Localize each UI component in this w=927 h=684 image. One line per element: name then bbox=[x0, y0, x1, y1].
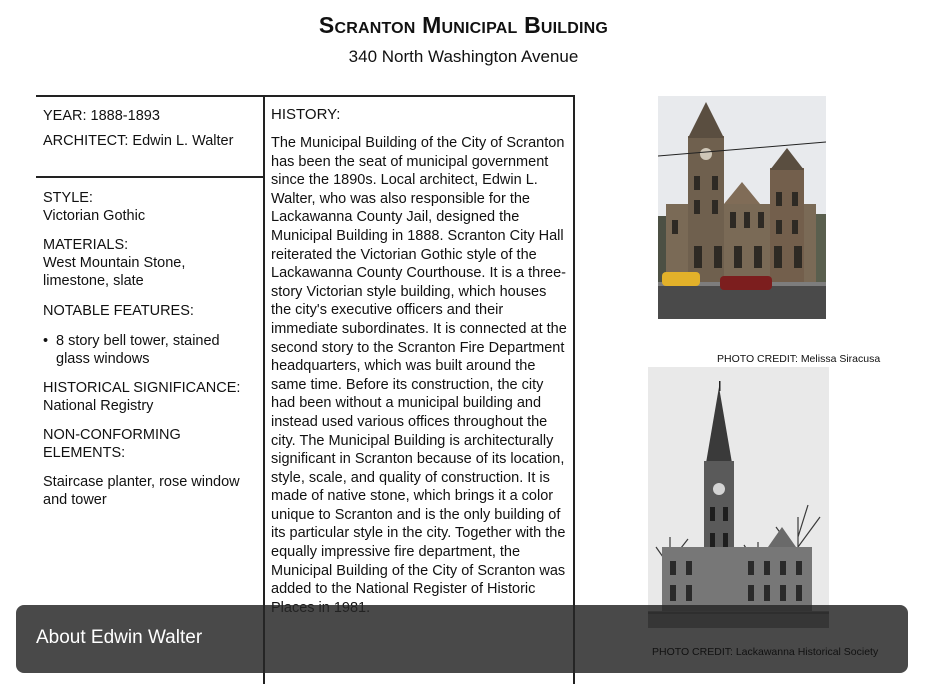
materials-value: West Mountain Stone, limestone, slate bbox=[43, 255, 186, 289]
about-banner-label[interactable]: About Edwin Walter bbox=[36, 627, 203, 648]
features-list-item bbox=[43, 332, 263, 368]
facts-list bbox=[43, 189, 263, 509]
style-label: STYLE: bbox=[43, 190, 93, 206]
history-label: HISTORY: bbox=[271, 106, 341, 123]
page-title: Scranton Municipal Building bbox=[318, 12, 609, 38]
materials-label: MATERIALS: bbox=[43, 237, 129, 253]
city-hall-color-photo bbox=[658, 96, 826, 319]
address-subtitle: 340 North Washington Avenue bbox=[348, 47, 579, 66]
color-photo-credit: PHOTO CREDIT: Melissa Siracusa bbox=[717, 353, 881, 365]
year-field: YEAR: 1888-1893 bbox=[43, 108, 160, 124]
significance-label: HISTORICAL SIGNIFICANCE: bbox=[43, 380, 241, 396]
features-value: 8 story bell tower, stained glass windows bbox=[56, 333, 220, 367]
features-label: NOTABLE FEATURES: bbox=[43, 303, 194, 319]
architect-field: ARCHITECT: Edwin L. Walter bbox=[43, 133, 234, 149]
nonconforming-label: NON-CONFORMING ELEMENTS: bbox=[43, 427, 181, 461]
history-text: The Municipal Building of the City of Scranton has been the seat of municipal government since the 1890s. Local architect, Edwin L. Walter, who was also responsible for the Lackawanna County Jail, designed the Municipal Building in 1888. Scranton City Hall reiterated the Victorian Gothic style of the Lackawanna County Courthouse. It is a three-story Victorian style building, which houses the city's executive officers and their immediate subordinates. It is connected at the second story to the Scranton Fire Department headquarters, which was built around the same time. Before its construction, the city had been without a municipal building and instead used various offices throughout the city. The Municipal Building is architecturally significant in Scranton because of its location, style, scale, and quality of construction. It is made of native stone, which brings it a color unique to Scranton and is the only building of its particular style in the city. Together with the equally impressive fire department, the Municipal Building of the City of Scranton was added to the National Register of Historic bbox=[271, 135, 567, 598]
city-hall-historic-photo bbox=[648, 367, 829, 628]
left-section-divider bbox=[36, 176, 264, 178]
bullet-icon: • bbox=[43, 333, 49, 349]
historic-photo-credit: PHOTO CREDIT: Lackawanna Historical Society bbox=[652, 646, 879, 658]
right-border bbox=[573, 95, 575, 684]
table-top-rule bbox=[36, 95, 574, 97]
nonconforming-value: Staircase planter, rose window and tower bbox=[43, 474, 240, 508]
significance-value: National Registry bbox=[43, 398, 154, 414]
style-value: Victorian Gothic bbox=[43, 208, 146, 224]
about-banner[interactable] bbox=[16, 605, 908, 673]
column-divider bbox=[263, 95, 265, 684]
